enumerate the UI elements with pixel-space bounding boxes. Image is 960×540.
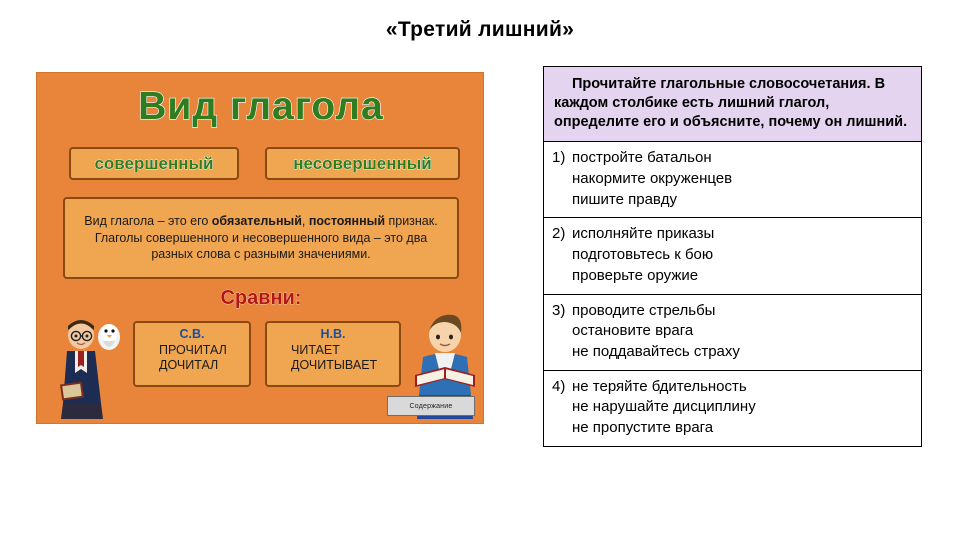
definition-part-a: Вид глагола – это его <box>84 213 212 228</box>
page-title: «Третий лишний» <box>385 18 575 41</box>
row-number: 4) <box>552 377 566 395</box>
row-item: не теряйте бдительность <box>572 377 747 395</box>
definition-part-c: , <box>301 213 309 228</box>
example-perfective-head: С.В. <box>179 327 205 341</box>
row-item: пишите правду <box>572 190 677 208</box>
row-item: постройте батальон <box>572 149 712 167</box>
row-item: исполняйте приказы <box>572 225 715 243</box>
table-row <box>544 142 921 218</box>
row-item: остановите врага <box>572 322 694 340</box>
definition-part-b: обязательный <box>211 213 302 228</box>
content-button[interactable]: Содержание <box>387 396 475 416</box>
example-perfective-word-2: ДОЧИТАЛ <box>159 358 219 373</box>
table-row <box>544 295 921 371</box>
definition-part-d: постоянный <box>308 213 385 228</box>
verb-aspect-poster <box>36 72 484 424</box>
row-item: проверьте оружие <box>572 266 699 284</box>
aspect-perfective-label: совершенный <box>69 147 239 180</box>
example-imperfective-word-2: ДОЧИТЫВАЕТ <box>291 358 378 373</box>
aspect-definition <box>63 197 459 279</box>
wizard-boy-illustration <box>59 311 131 421</box>
example-perfective-word-1: ПРОЧИТАЛ <box>159 342 227 357</box>
compare-label: Сравни: <box>220 287 302 309</box>
table-row <box>544 218 921 294</box>
example-imperfective-word-1: ЧИТАЕТ <box>291 342 340 357</box>
row-number: 2) <box>552 225 566 243</box>
row-item: не поддавайтесь страху <box>572 342 740 360</box>
row-item: проводите стрельбы <box>572 301 716 319</box>
example-imperfective-head: Н.В. <box>320 327 346 341</box>
example-perfective-box <box>133 321 251 387</box>
table-row <box>544 371 921 446</box>
example-imperfective-box <box>265 321 401 387</box>
row-item: подготовьтесь к бою <box>572 246 714 264</box>
task-table <box>543 66 922 447</box>
task-instruction: Прочитайте глагольные словосочетания. В каждом столбике есть лишний глагол, определите его и объясните, почему он лишний. <box>544 67 921 142</box>
row-item: не нарушайте дисциплину <box>572 398 756 416</box>
row-item: накормите окруженцев <box>572 170 733 188</box>
row-item: не пропустите врага <box>572 418 714 436</box>
row-number: 3) <box>552 301 566 319</box>
poster-title: Вид глагола <box>138 85 384 128</box>
row-number: 1) <box>552 149 566 167</box>
definition-part-e: признак. Глаголы совершенного и несовершенного вида – это два разных слова с разными значениями. <box>94 213 438 262</box>
aspect-imperfective-label: несовершенный <box>265 147 460 180</box>
